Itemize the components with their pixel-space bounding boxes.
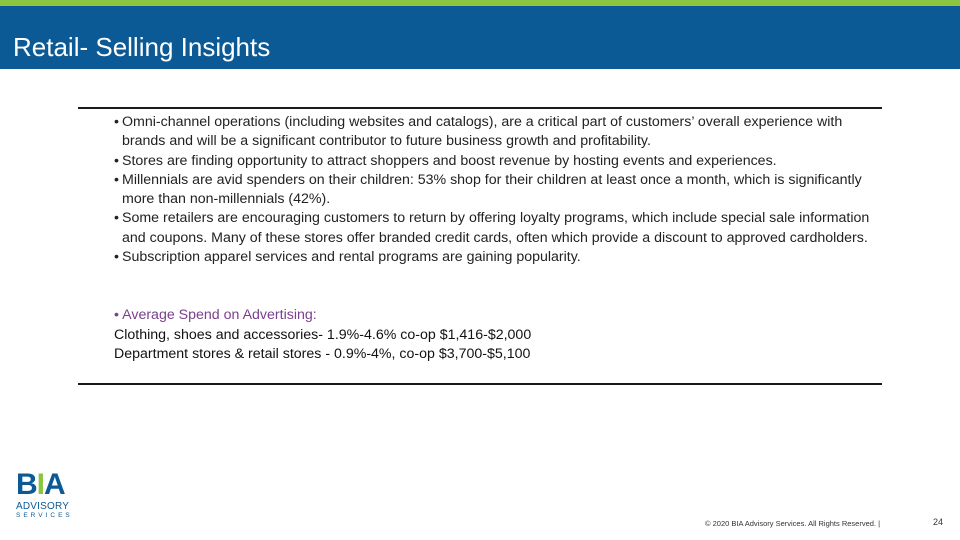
bullet-icon: •: [114, 152, 119, 169]
bullet-text: Omni-channel operations (including websites and catalogs), are a critical part of customers’ overall experience with brands and will be a significant contributor to future business growth and profitability.: [122, 114, 843, 150]
logo-advisory: ADVISORY: [16, 501, 70, 512]
bullet-icon: •: [114, 114, 119, 130]
logo-wordmark: BIA: [16, 468, 65, 501]
top-divider: [78, 107, 882, 109]
bullet-icon: •: [114, 171, 119, 188]
bullet-text: Millennials are avid spenders on their children: 53% shop for their children at least once a month, which is significantly more than non-millennials (42%).: [122, 171, 862, 208]
bottom-divider: [78, 383, 882, 385]
list-item: [114, 171, 874, 210]
page-number: 24: [933, 517, 944, 527]
advertising-line-department: Department stores & retail stores - 0.9%-4%, co-op $3,700-$5,100: [114, 346, 531, 362]
bia-logo: [16, 470, 82, 520]
bullet-text: Some retailers are encouraging customers to return by offering loyalty programs, which include special sale information and coupons. Many of these stores offer branded credit cards, often which provide a discount to approved cardholders.: [122, 210, 870, 246]
insights-list: [114, 113, 874, 267]
logo-services: SERVICES: [16, 512, 73, 519]
advertising-line-clothing: Clothing, shoes and accessories- 1.9%-4.6% co-op $1,416-$2,000: [114, 326, 532, 343]
copyright-footer: © 2020 BIA Advisory Services. All Rights Reserved. |: [705, 519, 881, 528]
title-bar: [0, 6, 960, 69]
list-item: [114, 152, 874, 171]
advertising-title: • Average Spend on Advertising:: [114, 307, 317, 323]
slide-title: Retail- Selling Insights: [13, 32, 271, 62]
list-item: [114, 248, 874, 267]
bullet-icon: •: [114, 249, 119, 266]
list-item: [114, 113, 874, 152]
bullet-text: Subscription apparel services and rental programs are gaining popularity.: [122, 249, 581, 266]
bullet-text: Stores are finding opportunity to attract shoppers and boost revenue by hosting events and experiences.: [122, 152, 777, 169]
bullet-icon: •: [114, 210, 119, 227]
advertising-spend: [114, 306, 874, 365]
list-item: [114, 209, 874, 248]
